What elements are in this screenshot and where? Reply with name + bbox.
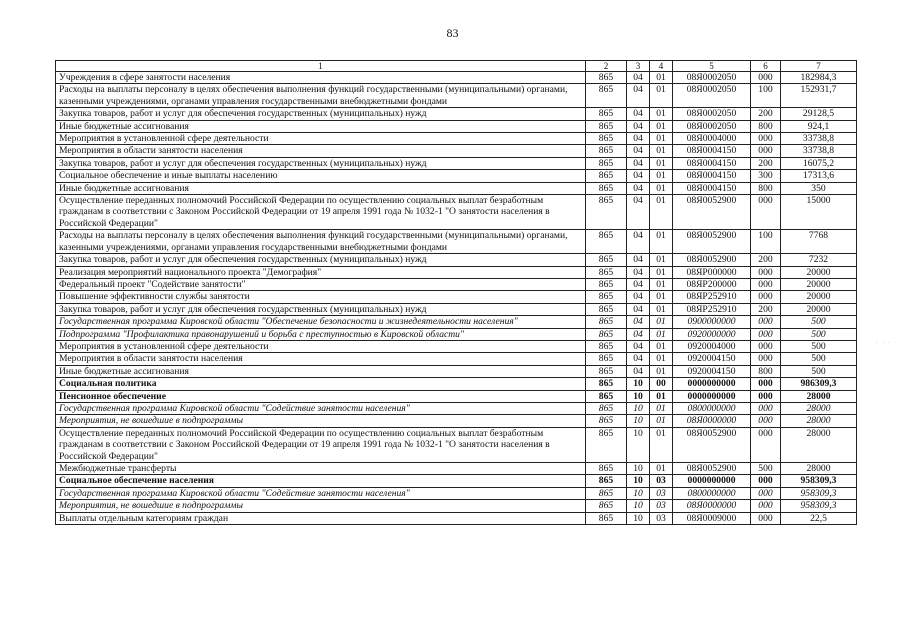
row-name: Государственная программа Кировской области "Содействие занятости населения" <box>56 487 586 499</box>
table-row <box>56 340 857 352</box>
row-ministry-code: 865 <box>586 303 627 315</box>
row-amount: 28000 <box>781 402 857 414</box>
row-ministry-code: 865 <box>586 108 627 120</box>
row-section-code: 04 <box>627 195 650 230</box>
row-expense-type: 800 <box>751 120 781 132</box>
row-amount: 20000 <box>781 266 857 278</box>
row-target-code: 08ЯР200000 <box>673 278 751 290</box>
table-row <box>56 291 857 303</box>
row-ministry-code: 865 <box>586 145 627 157</box>
row-amount: 152931,7 <box>781 84 857 108</box>
row-name: Учреждения в сфере занятости населения <box>56 72 586 84</box>
row-subsection-code: 01 <box>650 195 673 230</box>
row-section-code: 04 <box>627 340 650 352</box>
row-amount: 28000 <box>781 463 857 475</box>
row-section-code: 04 <box>627 170 650 182</box>
row-expense-type: 000 <box>751 291 781 303</box>
row-ministry-code: 865 <box>586 378 627 390</box>
row-target-code: 0900000000 <box>673 316 751 328</box>
row-amount: 28000 <box>781 415 857 427</box>
row-target-code: 08ЯР000000 <box>673 266 751 278</box>
row-expense-type: 000 <box>751 353 781 365</box>
row-target-code: 08Я0000000 <box>673 500 751 512</box>
row-expense-type: 300 <box>751 170 781 182</box>
row-expense-type: 000 <box>751 316 781 328</box>
table-row <box>56 72 857 84</box>
row-name: Социальное обеспечение и иные выплаты населению <box>56 170 586 182</box>
row-name: Социальное обеспечение населения <box>56 475 586 487</box>
row-ministry-code: 865 <box>586 182 627 194</box>
row-section-code: 10 <box>627 378 650 390</box>
row-name: Выплаты отдельным категориям граждан <box>56 512 586 524</box>
row-target-code: 08Я0052900 <box>673 463 751 475</box>
row-name: Мероприятия в области занятости населения <box>56 353 586 365</box>
row-ministry-code: 865 <box>586 475 627 487</box>
scan-artifact: · ·· · <box>876 340 899 346</box>
row-name: Закупка товаров, работ и услуг для обеспечения государственных (муниципальных) нужд <box>56 108 586 120</box>
row-amount: 15000 <box>781 195 857 230</box>
row-section-code: 10 <box>627 475 650 487</box>
row-expense-type: 000 <box>751 145 781 157</box>
row-target-code: 08Я0052900 <box>673 195 751 230</box>
row-amount: 29128,5 <box>781 108 857 120</box>
row-expense-type: 000 <box>751 340 781 352</box>
header-row <box>56 61 857 72</box>
row-section-code: 04 <box>627 108 650 120</box>
row-expense-type: 000 <box>751 328 781 340</box>
row-section-code: 04 <box>627 328 650 340</box>
table-row <box>56 230 857 254</box>
header-cell: 7 <box>781 61 857 72</box>
row-amount: 500 <box>781 328 857 340</box>
row-ministry-code: 865 <box>586 157 627 169</box>
row-amount: 17313,6 <box>781 170 857 182</box>
row-ministry-code: 865 <box>586 291 627 303</box>
row-name: Подпрограмма "Профилактика правонарушений и борьба с преступностью в Кировской области" <box>56 328 586 340</box>
row-amount: 182984,3 <box>781 72 857 84</box>
row-ministry-code: 865 <box>586 316 627 328</box>
row-ministry-code: 865 <box>586 463 627 475</box>
row-target-code: 08Я0052900 <box>673 254 751 266</box>
row-target-code: 08Я0000000 <box>673 415 751 427</box>
row-name: Мероприятия, не вошедшие в подпрограммы <box>56 415 586 427</box>
row-amount: 500 <box>781 353 857 365</box>
row-name: Повышение эффективности службы занятости <box>56 291 586 303</box>
row-expense-type: 000 <box>751 487 781 499</box>
table-row <box>56 378 857 390</box>
row-name: Осуществление переданных полномочий Российской Федерации по осуществлению социальных выплат безработным гражданам в соответствии с Законом Российской Федерации от 19 апреля 1991 года № 1032-1 "О занятости населения в Российской Федерации" <box>56 427 586 462</box>
row-target-code: 08Я0004150 <box>673 145 751 157</box>
row-section-code: 04 <box>627 120 650 132</box>
page-number: 83 <box>446 26 459 40</box>
row-name: Мероприятия в области занятости населения <box>56 145 586 157</box>
row-ministry-code: 865 <box>586 365 627 377</box>
row-amount: 500 <box>781 365 857 377</box>
row-target-code: 08Я0002050 <box>673 120 751 132</box>
row-expense-type: 000 <box>751 512 781 524</box>
row-ministry-code: 865 <box>586 500 627 512</box>
row-subsection-code: 03 <box>650 475 673 487</box>
row-name: Иные бюджетные ассигнования <box>56 120 586 132</box>
row-amount: 350 <box>781 182 857 194</box>
row-section-code: 04 <box>627 157 650 169</box>
row-expense-type: 200 <box>751 157 781 169</box>
row-subsection-code: 01 <box>650 145 673 157</box>
row-name: Осуществление переданных полномочий Российской Федерации по осуществлению социальных выплат безработным гражданам в соответствии с Законом Российской Федерации от 19 апреля 1991 года № 1032-1 "О занятости населения в Российской Федерации" <box>56 195 586 230</box>
row-amount: 22,5 <box>781 512 857 524</box>
row-expense-type: 800 <box>751 182 781 194</box>
row-ministry-code: 865 <box>586 170 627 182</box>
row-target-code: 08Я0004150 <box>673 182 751 194</box>
row-subsection-code: 01 <box>650 182 673 194</box>
row-name: Закупка товаров, работ и услуг для обеспечения государственных (муниципальных) нужд <box>56 254 586 266</box>
row-section-code: 04 <box>627 291 650 303</box>
row-expense-type: 000 <box>751 475 781 487</box>
row-amount: 28000 <box>781 427 857 462</box>
row-section-code: 04 <box>627 145 650 157</box>
row-expense-type: 000 <box>751 390 781 402</box>
row-subsection-code: 01 <box>650 157 673 169</box>
row-section-code: 04 <box>627 254 650 266</box>
row-subsection-code: 01 <box>650 278 673 290</box>
row-subsection-code: 01 <box>650 340 673 352</box>
table-row <box>56 120 857 132</box>
table-row <box>56 278 857 290</box>
row-subsection-code: 01 <box>650 120 673 132</box>
row-target-code: 0920004000 <box>673 340 751 352</box>
row-ministry-code: 865 <box>586 133 627 145</box>
row-name: Социальная политика <box>56 378 586 390</box>
row-target-code: 08Я0004000 <box>673 133 751 145</box>
row-subsection-code: 01 <box>650 316 673 328</box>
row-ministry-code: 865 <box>586 195 627 230</box>
row-subsection-code: 01 <box>650 108 673 120</box>
row-expense-type: 000 <box>751 415 781 427</box>
row-amount: 20000 <box>781 278 857 290</box>
row-amount: 16075,2 <box>781 157 857 169</box>
table-row <box>56 266 857 278</box>
row-section-code: 10 <box>627 512 650 524</box>
table-row <box>56 475 857 487</box>
row-expense-type: 000 <box>751 195 781 230</box>
row-ministry-code: 865 <box>586 487 627 499</box>
row-ministry-code: 865 <box>586 72 627 84</box>
row-target-code: 08Я0002050 <box>673 108 751 120</box>
row-subsection-code: 01 <box>650 427 673 462</box>
row-target-code: 08Я0009000 <box>673 512 751 524</box>
row-ministry-code: 865 <box>586 120 627 132</box>
table-row <box>56 487 857 499</box>
table-row <box>56 108 857 120</box>
row-section-code: 04 <box>627 278 650 290</box>
header-cell: 2 <box>586 61 627 72</box>
row-expense-type: 200 <box>751 108 781 120</box>
row-target-code: 08ЯР252910 <box>673 291 751 303</box>
row-subsection-code: 01 <box>650 415 673 427</box>
row-target-code: 08Я0052900 <box>673 427 751 462</box>
row-name: Иные бюджетные ассигнования <box>56 365 586 377</box>
row-section-code: 10 <box>627 487 650 499</box>
row-ministry-code: 865 <box>586 512 627 524</box>
row-target-code: 0920000000 <box>673 328 751 340</box>
row-section-code: 04 <box>627 84 650 108</box>
row-subsection-code: 01 <box>650 230 673 254</box>
row-amount: 500 <box>781 340 857 352</box>
row-amount: 20000 <box>781 303 857 315</box>
row-expense-type: 000 <box>751 378 781 390</box>
row-section-code: 04 <box>627 72 650 84</box>
row-name: Мероприятия, не вошедшие в подпрограммы <box>56 500 586 512</box>
row-subsection-code: 03 <box>650 487 673 499</box>
row-subsection-code: 01 <box>650 254 673 266</box>
row-section-code: 04 <box>627 353 650 365</box>
row-name: Расходы на выплаты персоналу в целях обеспечения выполнения функций государственными (муниципальными) органами, казенными учреждениями, органами управления государственными внебюджетными фондами <box>56 84 586 108</box>
table-row <box>56 427 857 462</box>
row-ministry-code: 865 <box>586 390 627 402</box>
row-amount: 33738,8 <box>781 145 857 157</box>
header-cell: 5 <box>673 61 751 72</box>
row-subsection-code: 01 <box>650 84 673 108</box>
row-subsection-code: 01 <box>650 390 673 402</box>
row-section-code: 10 <box>627 402 650 414</box>
row-name: Мероприятия в установленной сфере деятельности <box>56 133 586 145</box>
table-row <box>56 84 857 108</box>
table-row <box>56 316 857 328</box>
table-row <box>56 133 857 145</box>
table-row <box>56 512 857 524</box>
row-section-code: 10 <box>627 427 650 462</box>
row-subsection-code: 01 <box>650 303 673 315</box>
row-section-code: 04 <box>627 316 650 328</box>
row-name: Реализация мероприятий национального проекта "Демография" <box>56 266 586 278</box>
row-subsection-code: 01 <box>650 353 673 365</box>
header-cell: 3 <box>627 61 650 72</box>
row-expense-type: 100 <box>751 230 781 254</box>
row-ministry-code: 865 <box>586 254 627 266</box>
row-name: Государственная программа Кировской области "Обеспечение безопасности и жизнедеятельности населения" <box>56 316 586 328</box>
row-ministry-code: 865 <box>586 402 627 414</box>
row-amount: 958309,3 <box>781 475 857 487</box>
row-target-code: 08Я0004150 <box>673 157 751 169</box>
row-ministry-code: 865 <box>586 84 627 108</box>
row-expense-type: 200 <box>751 303 781 315</box>
row-section-code: 10 <box>627 500 650 512</box>
header-cell: 1 <box>56 61 586 72</box>
row-ministry-code: 865 <box>586 328 627 340</box>
row-name: Закупка товаров, работ и услуг для обеспечения государственных (муниципальных) нужд <box>56 157 586 169</box>
row-section-code: 04 <box>627 182 650 194</box>
row-amount: 28000 <box>781 390 857 402</box>
row-name: Расходы на выплаты персоналу в целях обеспечения выполнения функций государственными (муниципальными) органами, казенными учреждениями, органами управления государственными внебюджетными фондами <box>56 230 586 254</box>
row-ministry-code: 865 <box>586 427 627 462</box>
row-amount: 20000 <box>781 291 857 303</box>
row-section-code: 10 <box>627 415 650 427</box>
row-expense-type: 800 <box>751 365 781 377</box>
row-section-code: 04 <box>627 365 650 377</box>
row-subsection-code: 01 <box>650 266 673 278</box>
row-target-code: 08Я0002050 <box>673 72 751 84</box>
row-target-code: 0800000000 <box>673 402 751 414</box>
row-expense-type: 500 <box>751 463 781 475</box>
row-section-code: 10 <box>627 463 650 475</box>
row-subsection-code: 01 <box>650 402 673 414</box>
table-row <box>56 254 857 266</box>
row-ministry-code: 865 <box>586 230 627 254</box>
table-row <box>56 390 857 402</box>
table-row <box>56 157 857 169</box>
table-row <box>56 353 857 365</box>
table-row <box>56 303 857 315</box>
table-row <box>56 328 857 340</box>
row-amount: 958309,3 <box>781 500 857 512</box>
row-subsection-code: 01 <box>650 170 673 182</box>
row-name: Межбюджетные трансферты <box>56 463 586 475</box>
row-section-code: 04 <box>627 266 650 278</box>
row-amount: 986309,3 <box>781 378 857 390</box>
row-expense-type: 100 <box>751 84 781 108</box>
row-expense-type: 200 <box>751 254 781 266</box>
row-target-code: 08Я0004150 <box>673 170 751 182</box>
row-subsection-code: 01 <box>650 365 673 377</box>
table-row <box>56 145 857 157</box>
row-expense-type: 000 <box>751 266 781 278</box>
header-cell: 6 <box>751 61 781 72</box>
row-amount: 958309,3 <box>781 487 857 499</box>
table-row <box>56 415 857 427</box>
row-subsection-code: 01 <box>650 291 673 303</box>
row-target-code: 0000000000 <box>673 378 751 390</box>
table-row <box>56 170 857 182</box>
row-ministry-code: 865 <box>586 415 627 427</box>
row-amount: 33738,8 <box>781 133 857 145</box>
row-amount: 7232 <box>781 254 857 266</box>
row-target-code: 0000000000 <box>673 390 751 402</box>
row-target-code: 08Я0052900 <box>673 230 751 254</box>
row-name: Иные бюджетные ассигнования <box>56 182 586 194</box>
row-amount: 924,1 <box>781 120 857 132</box>
row-target-code: 0920004150 <box>673 365 751 377</box>
row-name: Федеральный проект "Содействие занятости" <box>56 278 586 290</box>
row-subsection-code: 01 <box>650 133 673 145</box>
row-section-code: 10 <box>627 390 650 402</box>
row-expense-type: 000 <box>751 72 781 84</box>
row-expense-type: 000 <box>751 500 781 512</box>
table-row <box>56 463 857 475</box>
row-target-code: 08Я0002050 <box>673 84 751 108</box>
row-section-code: 04 <box>627 303 650 315</box>
row-subsection-code: 03 <box>650 512 673 524</box>
budget-table <box>55 60 857 525</box>
row-name: Пенсионное обеспечение <box>56 390 586 402</box>
row-ministry-code: 865 <box>586 266 627 278</box>
table-row <box>56 500 857 512</box>
row-amount: 500 <box>781 316 857 328</box>
row-subsection-code: 01 <box>650 328 673 340</box>
row-target-code: 0800000000 <box>673 487 751 499</box>
row-expense-type: 000 <box>751 278 781 290</box>
row-name: Мероприятия в установленной сфере деятельности <box>56 340 586 352</box>
row-name: Государственная программа Кировской области "Содействие занятости населения" <box>56 402 586 414</box>
row-section-code: 04 <box>627 133 650 145</box>
row-expense-type: 000 <box>751 427 781 462</box>
row-expense-type: 000 <box>751 402 781 414</box>
row-expense-type: 000 <box>751 133 781 145</box>
row-subsection-code: 01 <box>650 72 673 84</box>
row-ministry-code: 865 <box>586 278 627 290</box>
table-row <box>56 195 857 230</box>
row-target-code: 0920004150 <box>673 353 751 365</box>
row-target-code: 0000000000 <box>673 475 751 487</box>
row-subsection-code: 03 <box>650 500 673 512</box>
table-row <box>56 402 857 414</box>
row-section-code: 04 <box>627 230 650 254</box>
table-row <box>56 182 857 194</box>
row-subsection-code: 00 <box>650 378 673 390</box>
row-name: Закупка товаров, работ и услуг для обеспечения государственных (муниципальных) нужд <box>56 303 586 315</box>
row-ministry-code: 865 <box>586 340 627 352</box>
row-subsection-code: 01 <box>650 463 673 475</box>
row-amount: 7768 <box>781 230 857 254</box>
row-ministry-code: 865 <box>586 353 627 365</box>
table-row <box>56 365 857 377</box>
header-cell: 4 <box>650 61 673 72</box>
row-target-code: 08ЯР252910 <box>673 303 751 315</box>
